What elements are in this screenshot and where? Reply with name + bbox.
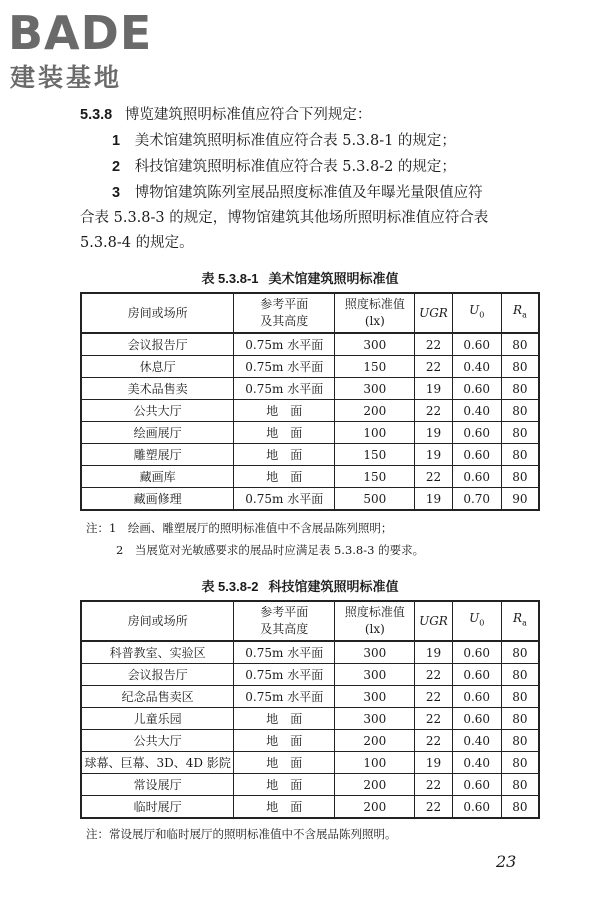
- table-cell: 公共大厅: [81, 730, 234, 752]
- table-cell: 300: [335, 708, 415, 730]
- table-cell: 常设展厅: [81, 774, 234, 796]
- table1-title: 表 5.3.8-1 美术馆建筑照明标准值: [201, 271, 399, 287]
- table-row: [81, 333, 539, 356]
- table-cell: 地 面: [234, 774, 335, 796]
- table-cell: 地 面: [234, 796, 335, 819]
- table-row: [81, 708, 539, 730]
- header-plane: 参考平面 及其高度: [234, 293, 335, 333]
- table-cell: 0.60: [452, 444, 501, 466]
- table-cell: 80: [501, 796, 539, 819]
- header-plane: 参考平面 及其高度: [234, 601, 335, 641]
- table-cell: 0.40: [452, 730, 501, 752]
- table-cell: 22: [415, 400, 452, 422]
- table-cell: 美术品售卖: [81, 378, 234, 400]
- table-cell: 200: [335, 730, 415, 752]
- table2: [80, 600, 540, 819]
- table-row: [81, 686, 539, 708]
- table-cell: 科普教室、实验区: [81, 641, 234, 664]
- table-cell: 0.60: [452, 774, 501, 796]
- logo: [8, 6, 178, 92]
- clause-item-1: 1 美术馆建筑照明标准值应符合表 5.3.8-1 的规定；: [112, 133, 456, 149]
- table-row: [81, 356, 539, 378]
- table-cell: 地 面: [234, 444, 335, 466]
- table-cell: 80: [501, 730, 539, 752]
- table-cell: 19: [415, 641, 452, 664]
- table-cell: 藏画库: [81, 466, 234, 488]
- table-cell: 80: [501, 400, 539, 422]
- table-cell: 80: [501, 466, 539, 488]
- table-cell: 80: [501, 664, 539, 686]
- table-cell: 22: [415, 686, 452, 708]
- table-cell: 地 面: [234, 400, 335, 422]
- clause-number: 5.3.8: [80, 107, 113, 123]
- table-cell: 80: [501, 422, 539, 444]
- clause-item-3: 3 博物馆建筑陈列室展品照度标准值及年曝光量限值应符: [112, 185, 483, 201]
- table-cell: 0.60: [452, 641, 501, 664]
- table-cell: 150: [335, 444, 415, 466]
- table2-note: 注：常设展厅和临时展厅的照明标准值中不含展品陈列照明。: [86, 827, 397, 841]
- table-cell: 19: [415, 422, 452, 444]
- table-cell: 80: [501, 356, 539, 378]
- table-cell: 150: [335, 466, 415, 488]
- table-cell: 22: [415, 708, 452, 730]
- table-row: [81, 796, 539, 819]
- clause-heading: [80, 104, 540, 126]
- header-u0: $U_0$: [452, 293, 501, 333]
- table-cell: 80: [501, 378, 539, 400]
- table-cell: 80: [501, 444, 539, 466]
- table-cell: 雕塑展厅: [81, 444, 234, 466]
- table-cell: 19: [415, 378, 452, 400]
- table-cell: 80: [501, 774, 539, 796]
- clause-item-3-line3: 5.3.8-4 的规定。: [80, 235, 194, 251]
- table-cell: 公共大厅: [81, 400, 234, 422]
- table-row: [81, 488, 539, 511]
- clause-item-2: 2 科技馆建筑照明标准值应符合表 5.3.8-2 的规定；: [112, 159, 456, 175]
- logo-subtitle: 建装基地: [10, 63, 123, 92]
- table-cell: 0.60: [452, 333, 501, 356]
- table-cell: 0.60: [452, 664, 501, 686]
- table-cell: 22: [415, 356, 452, 378]
- table-cell: 0.75m 水平面: [234, 686, 335, 708]
- table-cell: 22: [415, 664, 452, 686]
- table-row: [81, 422, 539, 444]
- table-cell: 22: [415, 774, 452, 796]
- table-cell: 150: [335, 356, 415, 378]
- table-cell: 0.60: [452, 378, 501, 400]
- table-cell: 0.75m 水平面: [234, 641, 335, 664]
- table-cell: 300: [335, 664, 415, 686]
- header-ugr: UGR: [415, 293, 452, 333]
- table-cell: 地 面: [234, 752, 335, 774]
- table-cell: 临时展厅: [81, 796, 234, 819]
- table-cell: 200: [335, 400, 415, 422]
- page-number: 23: [496, 852, 517, 871]
- table-cell: 300: [335, 686, 415, 708]
- table-cell: 500: [335, 488, 415, 511]
- table-cell: 22: [415, 796, 452, 819]
- logo-brand: BADE: [8, 6, 153, 60]
- header-room: 房间或场所: [81, 293, 234, 333]
- table-cell: 0.75m 水平面: [234, 488, 335, 511]
- table2-title: 表 5.3.8-2 科技馆建筑照明标准值: [201, 579, 399, 595]
- table-cell: 休息厅: [81, 356, 234, 378]
- table-cell: 0.60: [452, 796, 501, 819]
- header-u0: $U_0$: [452, 601, 501, 641]
- table-cell: 80: [501, 686, 539, 708]
- table-cell: 0.75m 水平面: [234, 333, 335, 356]
- table-row: [81, 752, 539, 774]
- table-cell: 0.40: [452, 400, 501, 422]
- table-cell: 球幕、巨幕、3D、4D 影院: [81, 752, 234, 774]
- table-row: [81, 378, 539, 400]
- header-ugr: UGR: [415, 601, 452, 641]
- table-cell: 0.40: [452, 356, 501, 378]
- table-row: [81, 641, 539, 664]
- table-cell: 纪念品售卖区: [81, 686, 234, 708]
- table-cell: 0.60: [452, 708, 501, 730]
- table-row: [81, 400, 539, 422]
- table-cell: 22: [415, 466, 452, 488]
- table-cell: 0.60: [452, 422, 501, 444]
- table-row: [81, 466, 539, 488]
- table-cell: 0.60: [452, 686, 501, 708]
- table-cell: 0.60: [452, 466, 501, 488]
- clause-item-3-line2: 合表 5.3.8-3 的规定，博物馆建筑其他场所照明标准值应符合表: [80, 210, 489, 226]
- table-cell: 80: [501, 333, 539, 356]
- table-cell: 80: [501, 641, 539, 664]
- table-cell: 地 面: [234, 422, 335, 444]
- clause-intro: 博览建筑照明标准值应符合下列规定：: [124, 107, 372, 123]
- header-ra: $R_a$: [501, 293, 539, 333]
- header-lux: 照度标准值 (lx): [335, 601, 415, 641]
- table1: [80, 292, 540, 511]
- table-cell: 地 面: [234, 466, 335, 488]
- header-ra: $R_a$: [501, 601, 539, 641]
- table-cell: 22: [415, 333, 452, 356]
- header-room: 房间或场所: [81, 601, 234, 641]
- table-cell: 19: [415, 444, 452, 466]
- table-cell: 22: [415, 730, 452, 752]
- table-cell: 300: [335, 378, 415, 400]
- table-cell: 地 面: [234, 730, 335, 752]
- table-cell: 0.75m 水平面: [234, 664, 335, 686]
- table-row: [81, 444, 539, 466]
- table-row: [81, 774, 539, 796]
- table-row: [81, 730, 539, 752]
- table-cell: 300: [335, 641, 415, 664]
- table-cell: 地 面: [234, 708, 335, 730]
- table-cell: 儿童乐园: [81, 708, 234, 730]
- table-cell: 0.75m 水平面: [234, 378, 335, 400]
- table1-note-1: 注：1 绘画、雕塑展厅的照明标准值中不含展品陈列照明；: [86, 521, 393, 535]
- table-cell: 80: [501, 708, 539, 730]
- table-cell: 藏画修理: [81, 488, 234, 511]
- table-cell: 300: [335, 333, 415, 356]
- table-cell: 100: [335, 422, 415, 444]
- header-lux: 照度标准值 (lx): [335, 293, 415, 333]
- table-cell: 19: [415, 488, 452, 511]
- table-cell: 90: [501, 488, 539, 511]
- table-row: [81, 664, 539, 686]
- table-cell: 0.40: [452, 752, 501, 774]
- table-cell: 100: [335, 752, 415, 774]
- table-cell: 0.70: [452, 488, 501, 511]
- table-cell: 绘画展厅: [81, 422, 234, 444]
- table-cell: 200: [335, 796, 415, 819]
- table-cell: 80: [501, 752, 539, 774]
- table-cell: 200: [335, 774, 415, 796]
- table-cell: 会议报告厅: [81, 664, 234, 686]
- table-cell: 会议报告厅: [81, 333, 234, 356]
- table-cell: 19: [415, 752, 452, 774]
- table-cell: 0.75m 水平面: [234, 356, 335, 378]
- table1-note-2: 2 当展览对光敏感要求的展品时应满足表 5.3.8-3 的要求。: [116, 543, 425, 557]
